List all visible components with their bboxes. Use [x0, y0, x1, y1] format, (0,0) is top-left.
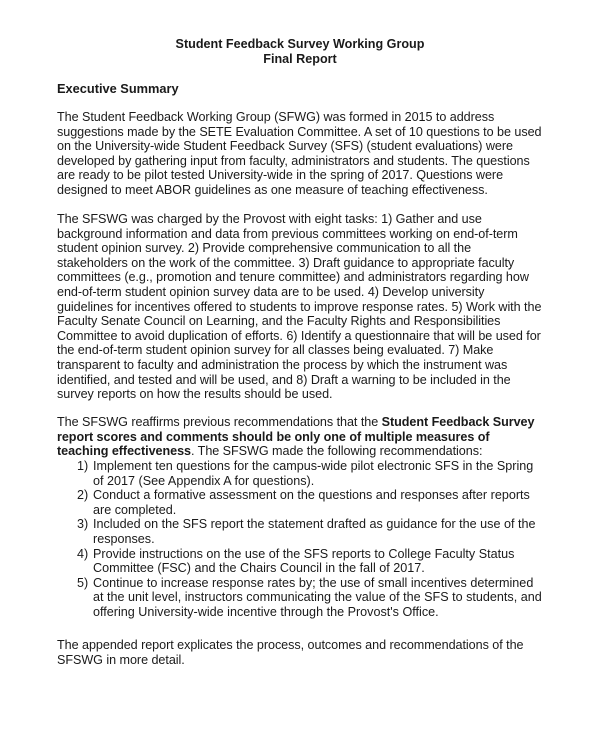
- list-number: 2): [77, 488, 89, 503]
- list-item: [57, 517, 597, 546]
- list-number: 1): [77, 459, 89, 473]
- text-line: responses.: [93, 531, 155, 546]
- text-line: are ready to be pilot tested University-wide in the spring of 2017. Questions were: [57, 168, 504, 183]
- text-line: [57, 415, 597, 430]
- text-line: The appended report explicates the process, outcomes and recommendations of the: [57, 638, 524, 652]
- text-line: student opinion survey. 2) Provide comprehensive communication to all the: [57, 241, 472, 256]
- text-line: committees (e.g., promotion and tenure committee) and administrators regarding how: [57, 270, 529, 285]
- text-line: Continue to increase response rates by; the use of small incentives determined: [93, 575, 534, 590]
- text-line: identified, and tested and will be used, and 8) Draft a warning to be included in the: [57, 372, 511, 387]
- list-number: 4): [77, 546, 89, 561]
- paragraph-intro: [57, 110, 597, 198]
- text-line: The SFSWG was charged by the Provost with eight tasks: 1) Gather and use: [57, 212, 482, 226]
- text-line: end-of-term student opinion survey data are to be used. 4) Develop university: [57, 284, 485, 299]
- section-heading: Executive Summary: [57, 81, 179, 96]
- paragraph-closing: [57, 638, 597, 667]
- text-line: survey reports on how the results should be used.: [57, 387, 333, 402]
- text-line: Committee (FSC) and the Chairs Council in the fall of 2017.: [93, 561, 425, 576]
- text-line: stakeholders on the work of the committee. 3) Draft guidance to appropriate faculty: [57, 255, 515, 270]
- text-line: suggestions made by the SETE Evaluation Committee. A set of 10 questions to be used: [57, 124, 542, 139]
- text-line: Provide instructions on the use of the SFS reports to College Faculty Status: [93, 546, 515, 561]
- text-emphasis: report scores and comments should be only one of multiple measures of: [57, 429, 490, 444]
- text-line: designed to meet ABOR guidelines as one measure of teaching effectiveness.: [57, 182, 488, 197]
- text-line: developed by gathering input from faculty, administrators and students. The questions: [57, 153, 530, 168]
- text-normal: The SFSWG reaffirms previous recommendations that the: [57, 415, 382, 429]
- paragraph-tasks: [57, 212, 597, 402]
- text-line: background information and data from previous committees working on end-of-term: [57, 226, 518, 241]
- text-line: guidelines for incentives offered to students to improve response rates. 5) Work with the: [57, 299, 542, 314]
- list-item: [57, 576, 597, 620]
- text-line: Conduct a formative assessment on the questions and responses after reports: [93, 488, 530, 503]
- text-line: Faculty Senate Council on Learning, and the Faculty Rights and Responsibilities: [57, 314, 501, 329]
- text-emphasis: teaching effectiveness: [57, 444, 191, 459]
- list-item: [57, 547, 597, 576]
- recommendations-list: [57, 459, 597, 620]
- list-number: 3): [77, 517, 89, 532]
- text-line: at the unit level, instructors communicating the value of the SFS to students, and: [93, 590, 542, 605]
- text-line: The Student Feedback Working Group (SFWG) was formed in 2015 to address: [57, 110, 495, 124]
- list-number: 5): [77, 575, 89, 590]
- text-line: on the University-wide Student Feedback Survey (SFS) (student evaluations) were: [57, 139, 513, 154]
- text-line: [57, 444, 597, 459]
- text-line: [57, 430, 597, 445]
- document-title: Student Feedback Survey Working Group: [175, 37, 425, 51]
- text-normal: . The SFSWG made the following recommendations:: [191, 444, 483, 459]
- document-subtitle: Final Report: [263, 52, 337, 66]
- paragraph-reaffirm: [57, 415, 597, 459]
- list-item: [57, 488, 597, 517]
- text-line: Implement ten questions for the campus-wide pilot electronic SFS in the Spring: [93, 459, 534, 473]
- text-line: SFSWG in more detail.: [57, 652, 185, 667]
- text-line: are completed.: [93, 502, 177, 517]
- text-emphasis: Student Feedback Survey: [381, 415, 535, 429]
- list-item: [57, 459, 597, 488]
- text-line: transparent to faculty and administration the process by which the instrument was: [57, 357, 508, 372]
- text-line: Committee to avoid duplication of efforts. 6) Identify a questionnaire that will be used for: [57, 328, 541, 343]
- text-line: of 2017 (See Appendix A for questions).: [93, 473, 315, 488]
- text-line: Included on the SFS report the statement drafted as guidance for the use of the: [93, 517, 536, 532]
- text-line: the end-of-term student opinion survey for all classes being evaluated. 7) Make: [57, 343, 494, 358]
- text-line: offering University-wide incentive through the Provost's Office.: [93, 604, 439, 619]
